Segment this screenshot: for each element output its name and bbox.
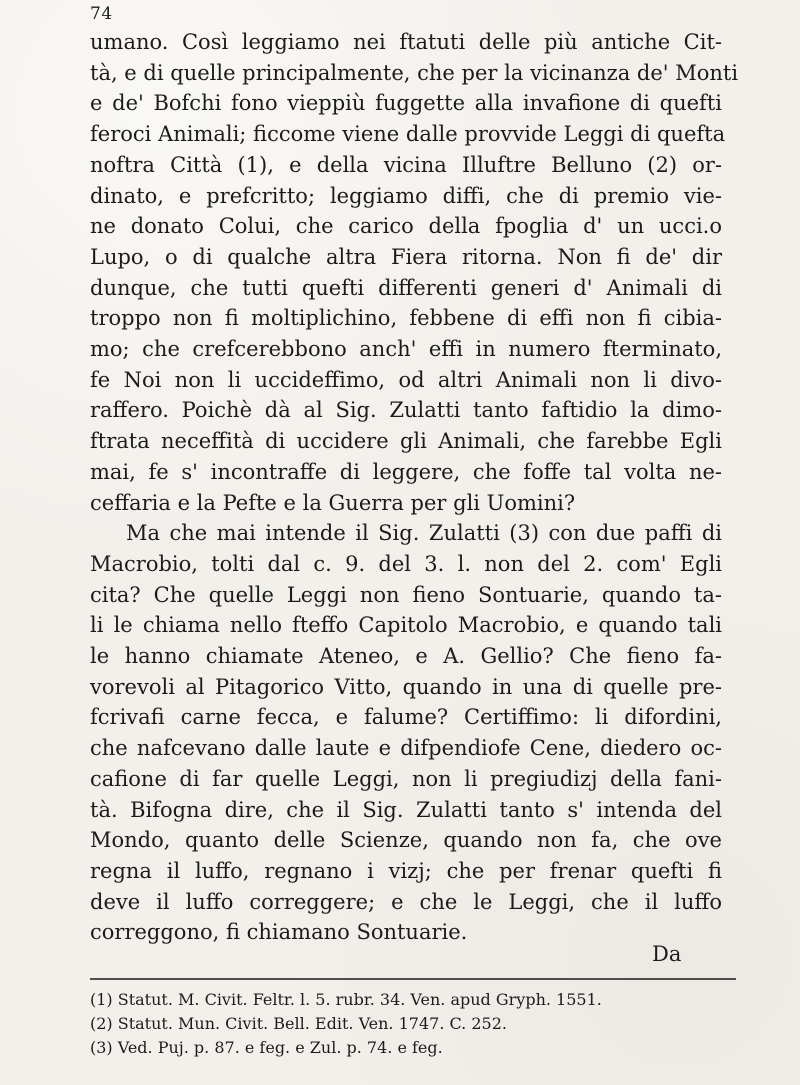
- text-line: li le chiama nello fteffo Capitolo Macrobio, e quando tali: [90, 613, 722, 638]
- text-line: noftra Città (1), e della vicina Illuftre Belluno (2) or-: [90, 152, 722, 177]
- text-line: fcrivafi carne fecca, e falume? Certiffimo: li difordini,: [90, 705, 722, 730]
- page-number: 74: [90, 4, 113, 24]
- text-line: mai, fe s' incontraffe di leggere, che foffe tal volta ne-: [90, 459, 722, 484]
- text-line: deve il luffo correggere; e che le Leggi, che il luffo: [90, 889, 722, 914]
- footnote-divider: [90, 978, 736, 980]
- footnote: (3) Ved. Puj. p. 87. e feg. e Zul. p. 74. e feg.: [90, 1038, 443, 1057]
- text-line: dinato, e prefcritto; leggiamo diffi, che di premio vie-: [90, 183, 722, 208]
- text-line: correggono, fi chiamano Sontuarie.: [90, 920, 468, 945]
- text-line: Ma che mai intende il Sig. Zulatti (3) con due paffi di: [126, 521, 722, 546]
- text-line: mo; che crefcerebbono anch' effi in numero fterminato,: [90, 337, 722, 362]
- text-line: ftrata neceffità di uccidere gli Animali, che farebbe Egli: [90, 429, 722, 454]
- text-line: tà. Bifogna dire, che il Sig. Zulatti tanto s' intenda del: [90, 797, 722, 822]
- text-line: ceffaria e la Pefte e la Guerra per gli Uomini?: [90, 490, 576, 515]
- footnotes: [90, 988, 736, 1060]
- text-line: le hanno chiamate Ateneo, e A. Gellio? Che fieno fa-: [90, 644, 722, 669]
- main-text: [90, 27, 739, 948]
- text-line: fe Noi non li uccideffimo, od altri Animali non li divo-: [90, 367, 722, 392]
- text-line: vorevoli al Pitagorico Vitto, quando in una di quelle pre-: [90, 674, 722, 699]
- text-line: cafione di far quelle Leggi, non li pregiudizj della fani-: [90, 766, 722, 791]
- text-line: cita? Che quelle Leggi non fieno Sontuarie, quando ta-: [90, 582, 722, 607]
- text-line: feroci Animali; ficcome viene dalle provvide Leggi di quefta: [90, 122, 726, 147]
- text-line: ne donato Colui, che carico della fpoglia d' un ucci.o: [90, 214, 722, 239]
- footnote: (1) Statut. M. Civit. Feltr. l. 5. rubr. 34. Ven. apud Gryph. 1551.: [90, 990, 602, 1009]
- footnote: (2) Statut. Mun. Civit. Bell. Edit. Ven. 1747. C. 252.: [90, 1014, 507, 1033]
- text-line: umano. Così leggiamo nei ftatuti delle più antiche Cit-: [90, 30, 722, 54]
- text-line: Macrobio, tolti dal c. 9. del 3. l. non del 2. com' Egli: [90, 551, 722, 576]
- text-line: dunque, che tutti quefti differenti generi d' Animali di: [90, 275, 722, 300]
- catchword: Da: [652, 942, 682, 966]
- text-line: Mondo, quanto delle Scienze, quando non fa, che ove: [90, 828, 722, 853]
- text-line: raffero. Poichè dà al Sig. Zulatti tanto faftidio la dimo-: [90, 398, 722, 423]
- text-line: troppo non fi moltiplichino, febbene di effi non fi cibia-: [90, 306, 722, 331]
- text-line: tà, e di quelle principalmente, che per la vicinanza de' Monti: [90, 60, 739, 85]
- text-line: che nafcevano dalle laute e difpendiofe Cene, diedero oc-: [90, 736, 722, 761]
- text-line: e de' Bofchi fono vieppiù fuggette alla invafione di quefti: [90, 91, 722, 116]
- text-line: regna il luffo, regnano i vizj; che per frenar quefti fi: [90, 858, 722, 883]
- text-line: Lupo, o di qualche altra Fiera ritorna. Non fi de' dir: [90, 244, 722, 269]
